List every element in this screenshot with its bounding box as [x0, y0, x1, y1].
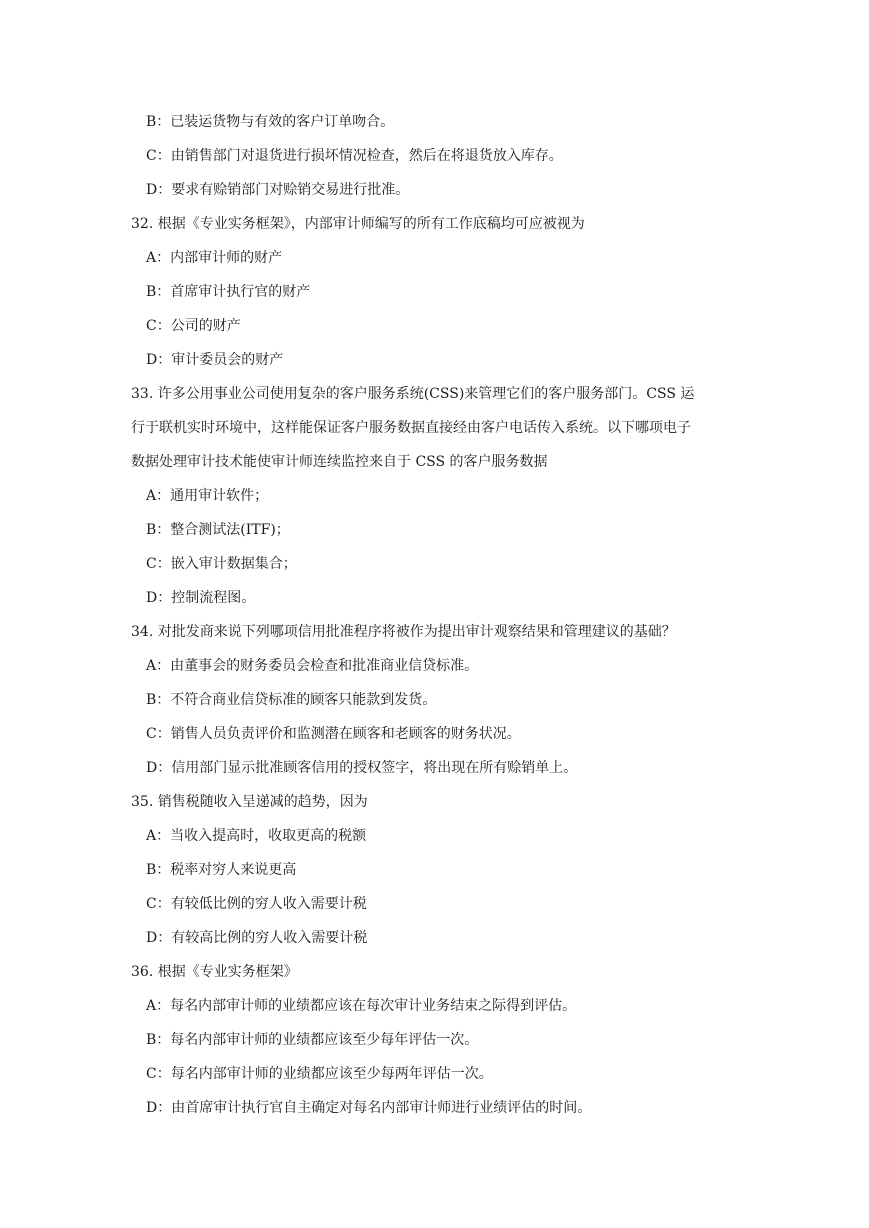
question-33-text-cont: 行于联机实时环境中，这样能保证客户服务数据直接经由客户电话传入系统。以下哪项电子 — [131, 420, 691, 436]
option-line: A：由董事会的财务委员会检查和批准商业信贷标准。 — [146, 658, 479, 674]
option-line: D：审计委员会的财产 — [146, 352, 284, 368]
option-line: B：已装运货物与有效的客户订单吻合。 — [146, 114, 395, 130]
question-33-text-cont: 数据处理审计技术能使审计师连续监控来自于 CSS 的客户服务数据 — [131, 454, 548, 470]
option-line: A：当收入提高时，收取更高的税额 — [146, 828, 367, 844]
question-32-text: 32. 根据《专业实务框架》，内部审计师编写的所有工作底稿均可应被视为 — [131, 216, 585, 232]
option-line: C：嵌入审计数据集合； — [146, 556, 297, 572]
option-line: B：税率对穷人来说更高 — [146, 862, 297, 878]
option-line: B：首席审计执行官的财产 — [146, 284, 311, 300]
option-line: B：整合测试法(ITF)； — [146, 522, 290, 538]
question-33-text: 33. 许多公用事业公司使用复杂的客户服务系统(CSS)来管理它们的客户服务部门。CSS 运 — [131, 386, 695, 402]
option-line: A：通用审计软件； — [146, 488, 269, 504]
option-line: B：每名内部审计师的业绩都应该至少每年评估一次。 — [146, 1032, 479, 1048]
option-line: C：公司的财产 — [146, 318, 241, 334]
option-line: C：每名内部审计师的业绩都应该至少每两年评估一次。 — [146, 1066, 493, 1082]
question-34-text: 34. 对批发商来说下列哪项信用批准程序将被作为提出审计观察结果和管理建议的基础？ — [131, 624, 676, 640]
option-line: D：由首席审计执行官自主确定对每名内部审计师进行业绩评估的时间。 — [146, 1100, 592, 1116]
option-line: D：信用部门显示批准顾客信用的授权签字，将出现在所有赊销单上。 — [146, 760, 578, 776]
option-line: D：有较高比例的穷人收入需要计税 — [146, 930, 368, 946]
option-line: B：不符合商业信贷标准的顾客只能款到发货。 — [146, 692, 437, 708]
option-line: D：要求有赊销部门对赊销交易进行批准。 — [146, 182, 410, 198]
option-line: A：每名内部审计师的业绩都应该在每次审计业务结束之际得到评估。 — [146, 998, 577, 1014]
option-line: A：内部审计师的财产 — [146, 250, 283, 266]
question-36-text: 36. 根据《专业实务框架》 — [131, 964, 298, 980]
option-line: C：由销售部门对退货进行损坏情况检查，然后在将退货放入库存。 — [146, 148, 563, 164]
option-line: C：有较低比例的穷人收入需要计税 — [146, 896, 367, 912]
option-line: C：销售人员负责评价和监测潜在顾客和老顾客的财务状况。 — [146, 726, 521, 742]
option-line: D：控制流程图。 — [146, 590, 256, 606]
question-35-text: 35. 销售税随收入呈递减的趋势，因为 — [131, 794, 368, 810]
